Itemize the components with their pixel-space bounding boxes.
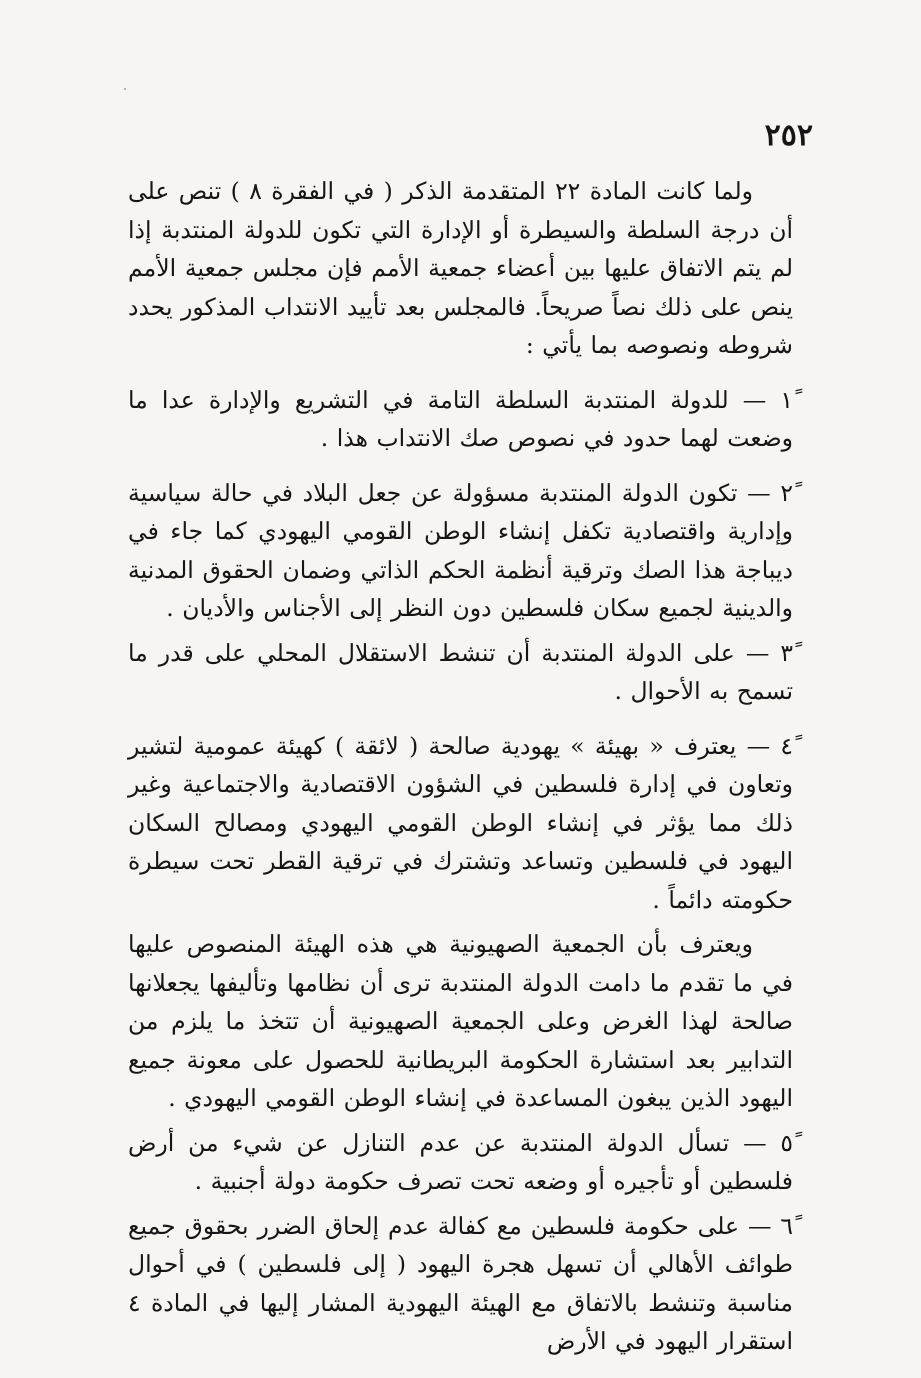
paragraph-intro: ولما كانت المادة ٢٢ المتقدمة الذكر ( في الفقرة ٨ ) تنص على أن درجة السلطة والسيطرة أو الإدارة التي تكون للدولة المنتدبة إذا لم يتم الاتفاق عليها بين أعضاء جمعية الأمم فإن مجلس جمعية الأمم ينص على ذلك نصاً صريحاً. فالمجلس بعد تأييد الانتداب المذكور يحدد شروطه ونصوصه بما يأتي :	[128, 177, 793, 359]
paragraph-clause-3: ٣ً — على الدولة المنتدبة أن تنشط الاستقلال المحلي على قدر ما تسمح به الأحوال .	[128, 638, 793, 705]
paragraph-clause-5: ٥ً — تسأل الدولة المنتدبة عن عدم التنازل عن شيء من أرض فلسطين أو تأجيره أو وضعه تحت تصرف حكومة دولة أجنبية .	[128, 1128, 793, 1195]
paragraph-clause-1: ١ً — للدولة المنتدبة السلطة التامة في التشريع والإدارة عدا ما وضعت لهما حدود في نصوص صك الانتداب هذا .	[128, 385, 793, 452]
paragraph-clause-4-continuation: ويعترف بأن الجمعية الصهيونية هي هذه الهيئة المنصوص عليها في ما تقدم ما دامت الدولة المنتدبة ترى أن نظامها وتأليفها يجعلانها صالحة لهذا الغرض وعلى الجمعية الصهيونية أن تتخذ ما يلزم من التدابير بعد استشارة الحكومة البريطانية للحصول على معونة جميع اليهود الذين يبغون المساعدة في إنشاء الوطن القومي اليهودي .	[128, 930, 793, 1112]
paragraph-clause-4: ٤ً — يعترف « بهيئة » يهودية صالحة ( لائقة ) كهيئة عمومية لتشير وتعاون في إدارة فلسطين في الشؤون الاقتصادية والاجتماعية وغير ذلك مما يؤثر في إنشاء الوطن القومي اليهودي ومصالح السكان اليهود في فلسطين وتساعد وتشترك في ترقية القطر تحت سيطرة حكومته دائماً .	[128, 731, 793, 914]
page-body	[128, 172, 793, 1361]
scan-speck	[124, 88, 126, 90]
paragraph-clause-6: ٦ً — على حكومة فلسطين مع كفالة عدم إلحاق الضرر بحقوق جميع طوائف الأهالي أن تسهل هجرة اليهود ( إلى فلسطين ) في أحوال مناسبة وتنشط بالاتفاق مع الهيئة اليهودية المشار إليها في المادة ٤ استقرار اليهود في الأرض	[128, 1211, 793, 1355]
page-number: ٢٥٢	[764, 118, 813, 153]
paragraph-clause-2: ٢ً — تكون الدولة المنتدبة مسؤولة عن جعل البلاد في حالة سياسية وإدارية واقتصادية تكفل إنشاء الوطن القومي اليهودي كما جاء في ديباجة هذا الصك وترقية أنظمة الحكم الذاتي وضمان الحقوق المدنية والدينية لجميع سكان فلسطين دون النظر إلى الأجناس والأديان .	[128, 478, 793, 622]
